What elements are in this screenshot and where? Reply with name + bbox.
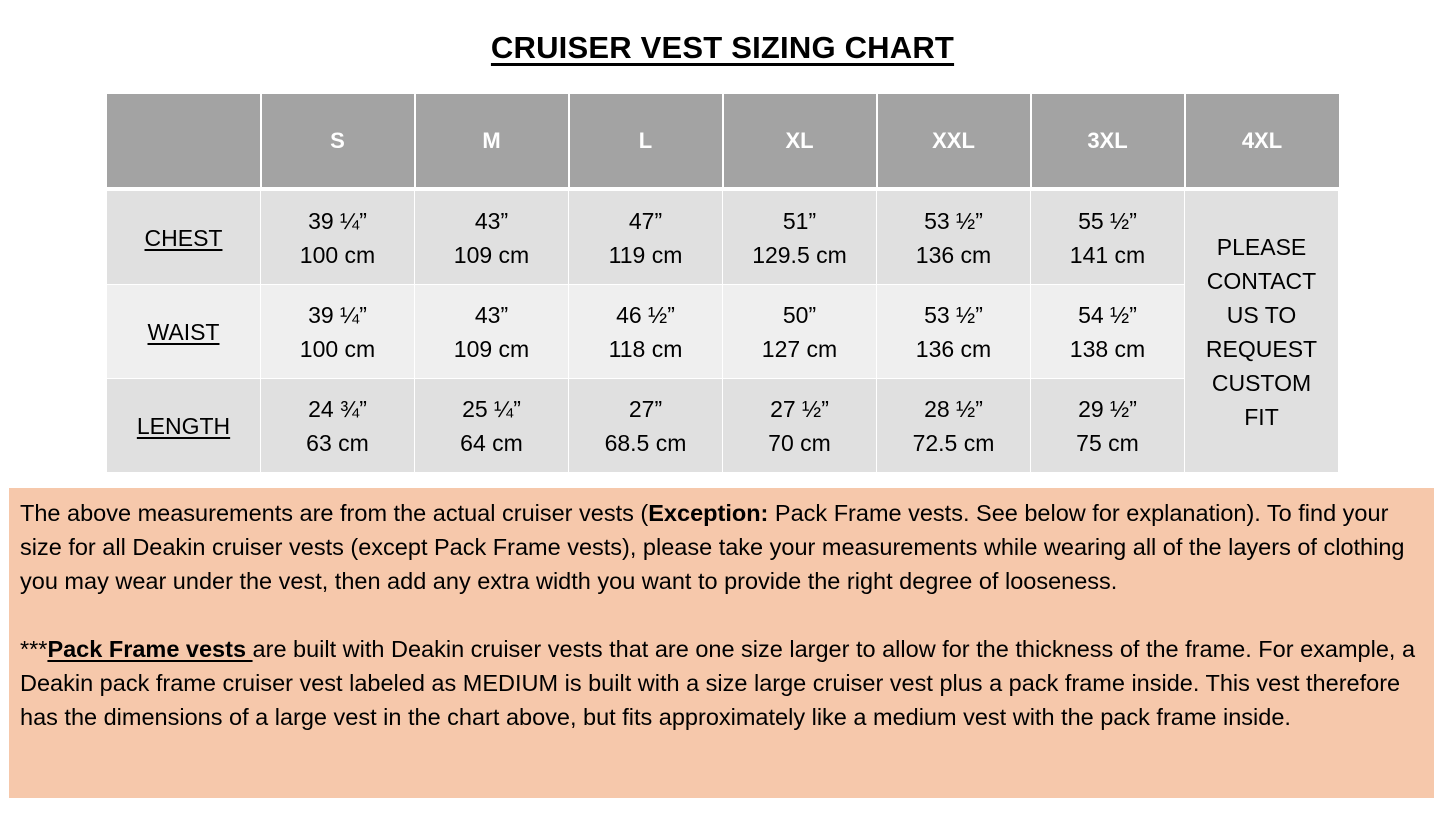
- table-cell: 53 ½” 136 cm: [877, 285, 1031, 379]
- page-title: CRUISER VEST SIZING CHART: [490, 30, 955, 65]
- table-cell: 28 ½” 72.5 cm: [877, 379, 1031, 473]
- size-header-s: S: [261, 94, 415, 189]
- size-header-l: L: [569, 94, 723, 189]
- table-cell: 27” 68.5 cm: [569, 379, 723, 473]
- sizing-table: [106, 94, 1339, 473]
- size-header-3xl: 3XL: [1031, 94, 1185, 189]
- table-row-length: [107, 379, 1339, 473]
- table-cell: 39 ¼” 100 cm: [261, 189, 415, 285]
- exception-label: Exception:: [648, 500, 769, 526]
- table-cell: 43” 109 cm: [415, 285, 569, 379]
- table-row-chest: [107, 189, 1339, 285]
- size-header-4xl: 4XL: [1185, 94, 1339, 189]
- table-row-waist: [107, 285, 1339, 379]
- size-header-xl: XL: [723, 94, 877, 189]
- measurement-note: The above measurements are from the actual cruiser vests (Exception: Pack Frame vests. See below for explanation). To find your size for all Deakin cruiser vests (except Pack Frame vests), please take your measurements while wearing all of the layers of clothing you may wear under the vest, then add any extra width you want to provide the right degree of looseness.: [20, 500, 1405, 594]
- pack-frame-note: ***Pack Frame vests are built with Deakin cruiser vests that are one size larger to allow for the thickness of the frame. For example, a Deakin pack frame cruiser vest labeled as MEDIUM is built with a size large cruiser vest plus a pack frame inside. This vest therefore has the dimensions of a large vest in the chart above, but fits approximately like a medium vest with the pack frame inside.: [20, 636, 1416, 730]
- row-label-length: LENGTH: [107, 379, 261, 473]
- table-cell: 55 ½” 141 cm: [1031, 189, 1185, 285]
- size-header-m: M: [415, 94, 569, 189]
- notes-box: [9, 488, 1434, 798]
- table-cell: 29 ½” 75 cm: [1031, 379, 1185, 473]
- table-cell: 51” 129.5 cm: [723, 189, 877, 285]
- table-cell: 46 ½” 118 cm: [569, 285, 723, 379]
- table-cell: 43” 109 cm: [415, 189, 569, 285]
- row-label-chest: CHEST: [107, 189, 261, 285]
- table-cell: 25 ¼” 64 cm: [415, 379, 569, 473]
- custom-fit-note: PLEASE CONTACT US TO REQUEST CUSTOM FIT: [1185, 189, 1339, 473]
- table-cell: 47” 119 cm: [569, 189, 723, 285]
- table-cell: 50” 127 cm: [723, 285, 877, 379]
- table-cell: 24 ¾” 63 cm: [261, 379, 415, 473]
- table-cell: 27 ½” 70 cm: [723, 379, 877, 473]
- pack-frame-label: Pack Frame vests: [47, 636, 253, 662]
- table-header-row: [107, 94, 1339, 189]
- table-cell: 54 ½” 138 cm: [1031, 285, 1185, 379]
- table-cell: 53 ½” 136 cm: [877, 189, 1031, 285]
- size-header-xxl: XXL: [877, 94, 1031, 189]
- table-cell: 39 ¼” 100 cm: [261, 285, 415, 379]
- row-label-waist: WAIST: [107, 285, 261, 379]
- header-corner-cell: [107, 94, 261, 189]
